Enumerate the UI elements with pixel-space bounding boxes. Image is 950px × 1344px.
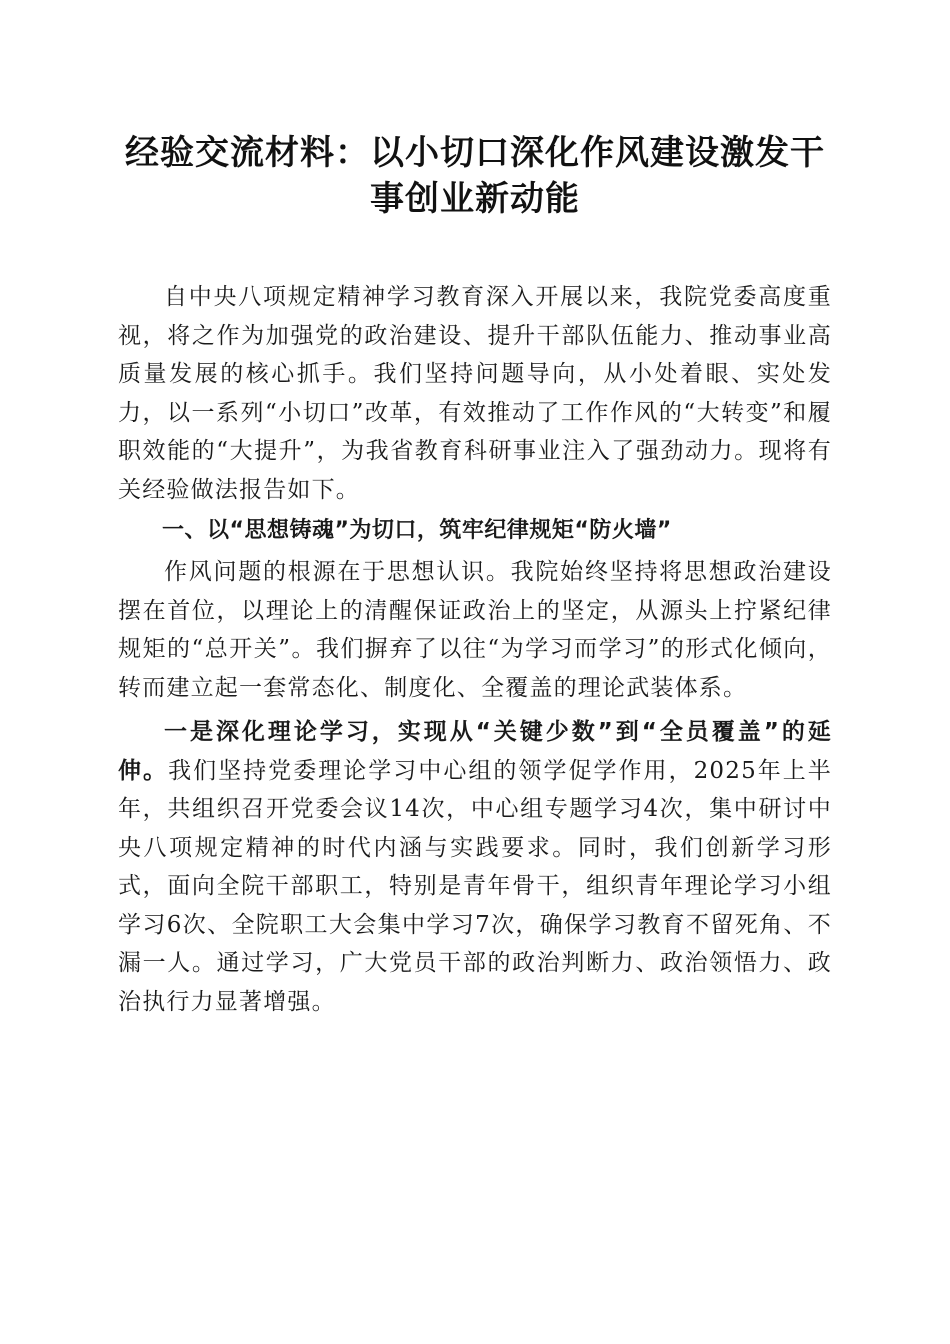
section-1-paragraph: 作风问题的根源在于思想认识。我院始终坚持将思想政治建设摆在首位，以理论上的清醒保证政治上的坚定，从源头上拧紧纪律规矩的“总开关”。我们摒弃了以往“为学习而学习”的形式化倾向，转而建立起一套常态化、制度化、全覆盖的理论武装体系。 bbox=[118, 559, 832, 701]
section-1-heading: 一、以“思想铸魂”为切口，筑牢纪律规矩“防火墙” bbox=[162, 518, 672, 543]
point-1-lead: 一是深化理论学习，实现从“关键少数”到“全员覆盖”的延伸。 bbox=[118, 719, 832, 784]
point-1-body: 我们坚持党委理论学习中心组的领学促学作用，2025年上半年，共组织召开党委会议14次，中心组专题学习4次，集中研讨中央八项规定精神的时代内涵与实践要求。同时，我们创新学习形式，面向全院干部职工，特别是青年骨干，组织青年理论学习小组学习6次、全院职工大会集中学习7次，确保学习教育不留死角、不漏一人。通过学习，广大党员干部的政治判断力、政治领悟力、政治执行力显著增强。 bbox=[118, 757, 832, 1015]
intro-paragraph: 自中央八项规定精神学习教育深入开展以来，我院党委高度重视，将之作为加强党的政治建设、提升干部队伍能力、推动事业高质量发展的核心抓手。我们坚持问题导向，从小处着眼、实处发力，以一系列“小切口”改革，有效推动了工作作风的“大转变”和履职效能的“大提升”，为我省教育科研事业注入了强劲动力。现将有关经验做法报告如下。 bbox=[118, 284, 832, 503]
title-line-1: 经验交流材料：以小切口深化作风建设激发干 bbox=[125, 133, 825, 173]
document-title bbox=[110, 130, 840, 222]
point-1-paragraph bbox=[118, 713, 832, 1021]
document-body bbox=[118, 278, 832, 1021]
title-line-2: 事创业新动能 bbox=[370, 179, 580, 219]
